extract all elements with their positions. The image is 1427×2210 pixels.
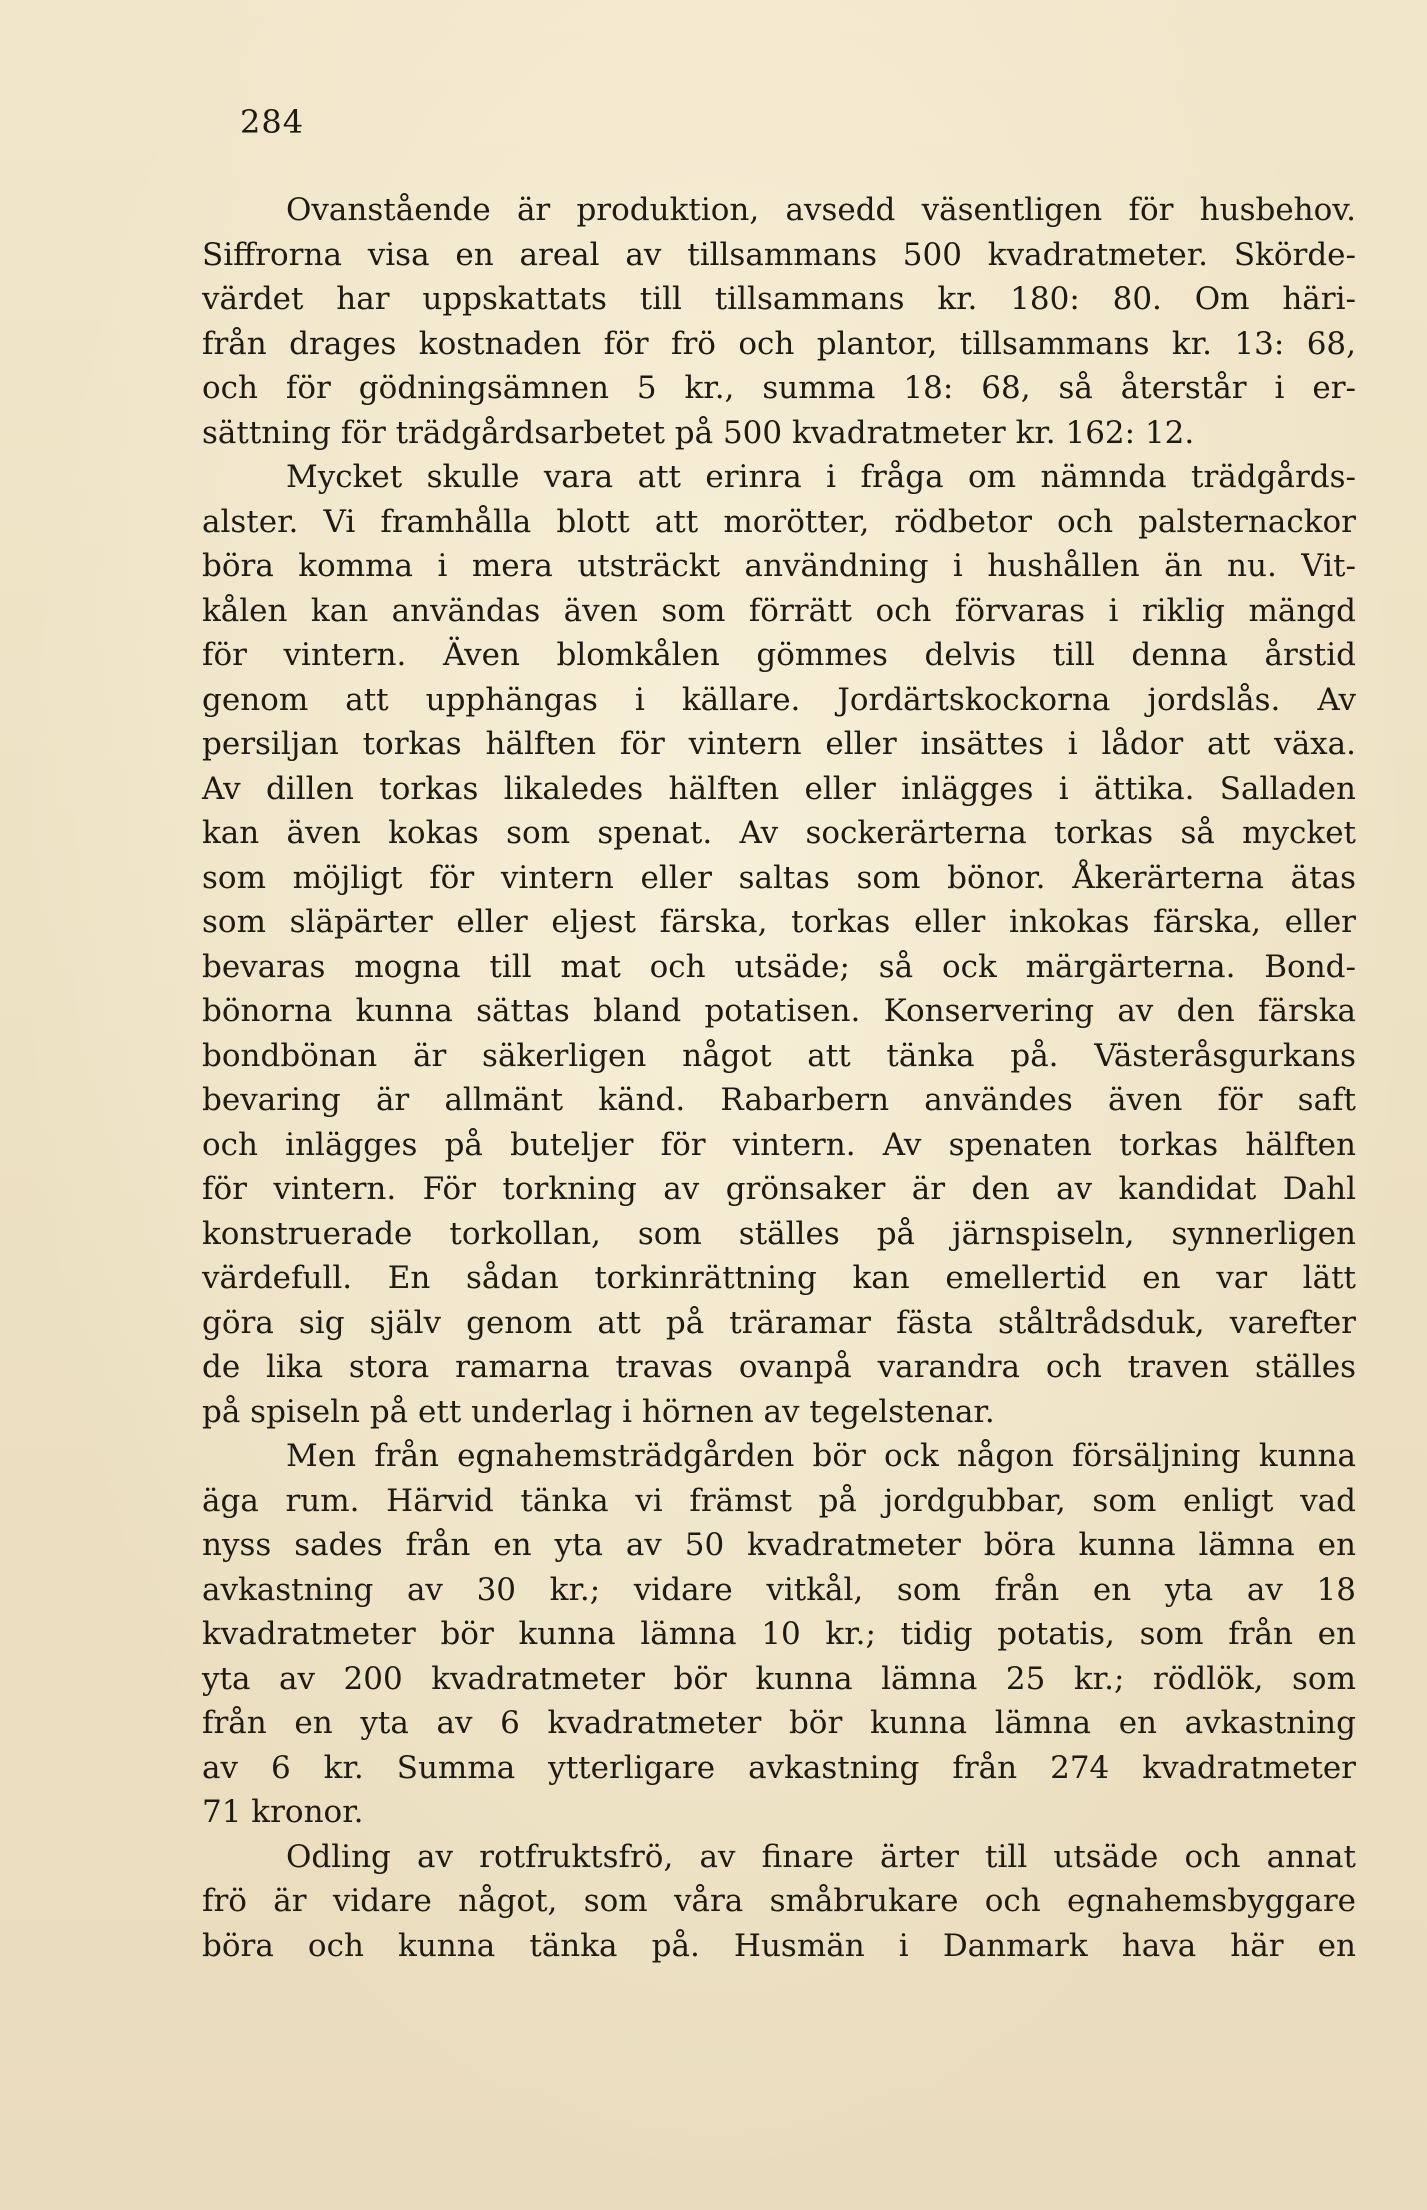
text-line: och för gödningsämnen 5 kr., summa 18: 68, så återstår i er- bbox=[202, 370, 1356, 406]
text-line: yta av 200 kvadratmeter bör kunna lämna 25 kr.; rödlök, som bbox=[202, 1660, 1356, 1697]
text-line: av 6 kr. Summa ytterligare avkastning från 274 kvadratmeter bbox=[202, 1749, 1356, 1786]
text-line: Av dillen torkas likaledes hälften eller inlägges i ättika. Salladen bbox=[202, 770, 1356, 807]
text-line: för vintern. Även blomkålen gömmes delvis till denna årstid bbox=[202, 637, 1356, 673]
text-line: nyss sades från en yta av 50 kvadratmeter böra kunna lämna en bbox=[202, 1527, 1356, 1563]
text-line: Siffrorna visa en areal av tillsammans 500 kvadratmeter. Skörde- bbox=[202, 236, 1356, 273]
text-line: Men från egnahemsträdgården bör ock någon försäljning kunna bbox=[286, 1438, 1356, 1474]
text-line: frö är vidare något, som våra småbrukare och egnahemsbyggare bbox=[202, 1883, 1356, 1919]
page-number: 284 bbox=[240, 103, 305, 141]
text-line: sättning för trädgårdsarbetet på 500 kvadratmeter kr. 162: 12. bbox=[202, 414, 1195, 451]
text-line: böra komma i mera utsträckt användning i hushållen än nu. Vit- bbox=[202, 548, 1356, 584]
text-line: göra sig själv genom att på träramar fästa ståltrådsduk, varefter bbox=[202, 1304, 1356, 1341]
text-line: äga rum. Härvid tänka vi främst på jordgubbar, som enligt vad bbox=[202, 1482, 1356, 1519]
text-line: konstruerade torkollan, som ställes på järnspiseln, synnerligen bbox=[202, 1215, 1356, 1252]
text-line: Odling av rotfruktsfrö, av finare ärter till utsäde och annat bbox=[286, 1838, 1356, 1875]
text-line: från en yta av 6 kvadratmeter bör kunna lämna en avkastning bbox=[202, 1705, 1356, 1741]
text-line: bevaring är allmänt känd. Rabarbern användes även för saft bbox=[202, 1082, 1356, 1118]
text-line: bönorna kunna sättas bland potatisen. Konservering av den färska bbox=[202, 993, 1356, 1029]
body-text bbox=[202, 188, 1356, 1968]
text-line: som möjligt för vintern eller saltas som bönor. Åkerärterna ätas bbox=[202, 859, 1356, 896]
text-line: kvadratmeter bör kunna lämna 10 kr.; tidig potatis, som från en bbox=[202, 1616, 1356, 1652]
text-line: bondbönan är säkerligen något att tänka på. Västeråsgurkans bbox=[202, 1037, 1356, 1074]
text-line: för vintern. För torkning av grönsaker är den av kandidat Dahl bbox=[202, 1171, 1356, 1207]
text-line: avkastning av 30 kr.; vidare vitkål, som från en yta av 18 bbox=[202, 1571, 1356, 1608]
text-line: 71 kronor. bbox=[202, 1794, 364, 1830]
text-line: kan även kokas som spenat. Av sockerärterna torkas så mycket bbox=[202, 815, 1356, 851]
text-line: Mycket skulle vara att erinra i fråga om nämnda trädgårds- bbox=[286, 459, 1356, 495]
text-line: kålen kan användas även som förrätt och förvaras i riklig mängd bbox=[202, 592, 1356, 629]
text-line: och inlägges på buteljer för vintern. Av spenaten torkas hälften bbox=[202, 1126, 1356, 1163]
text-line: böra och kunna tänka på. Husmän i Danmark hava här en bbox=[202, 1927, 1356, 1964]
text-line: de lika stora ramarna travas ovanpå varandra och traven ställes bbox=[202, 1349, 1356, 1385]
text-line: från drages kostnaden för frö och plantor, tillsammans kr. 13: 68, bbox=[202, 325, 1356, 362]
text-line: värdefull. En sådan torkinrättning kan emellertid en var lätt bbox=[202, 1260, 1356, 1296]
text-line: på spiseln på ett underlag i hörnen av tegelstenar. bbox=[202, 1393, 995, 1430]
text-line: persiljan torkas hälften för vintern eller insättes i lådor att växa. bbox=[202, 726, 1356, 762]
text-line: genom att upphängas i källare. Jordärtskockorna jordslås. Av bbox=[202, 681, 1356, 718]
text-line: bevaras mogna till mat och utsäde; så ock märgärterna. Bond- bbox=[202, 948, 1356, 985]
text-line: som släpärter eller eljest färska, torkas eller inkokas färska, eller bbox=[202, 904, 1356, 940]
text-line: Ovanstående är produktion, avsedd väsentligen för husbehov. bbox=[286, 192, 1356, 228]
text-line: alster. Vi framhålla blott att morötter, rödbetor och palsternackor bbox=[202, 503, 1356, 540]
text-line: värdet har uppskattats till tillsammans kr. 180: 80. Om häri- bbox=[202, 281, 1356, 317]
